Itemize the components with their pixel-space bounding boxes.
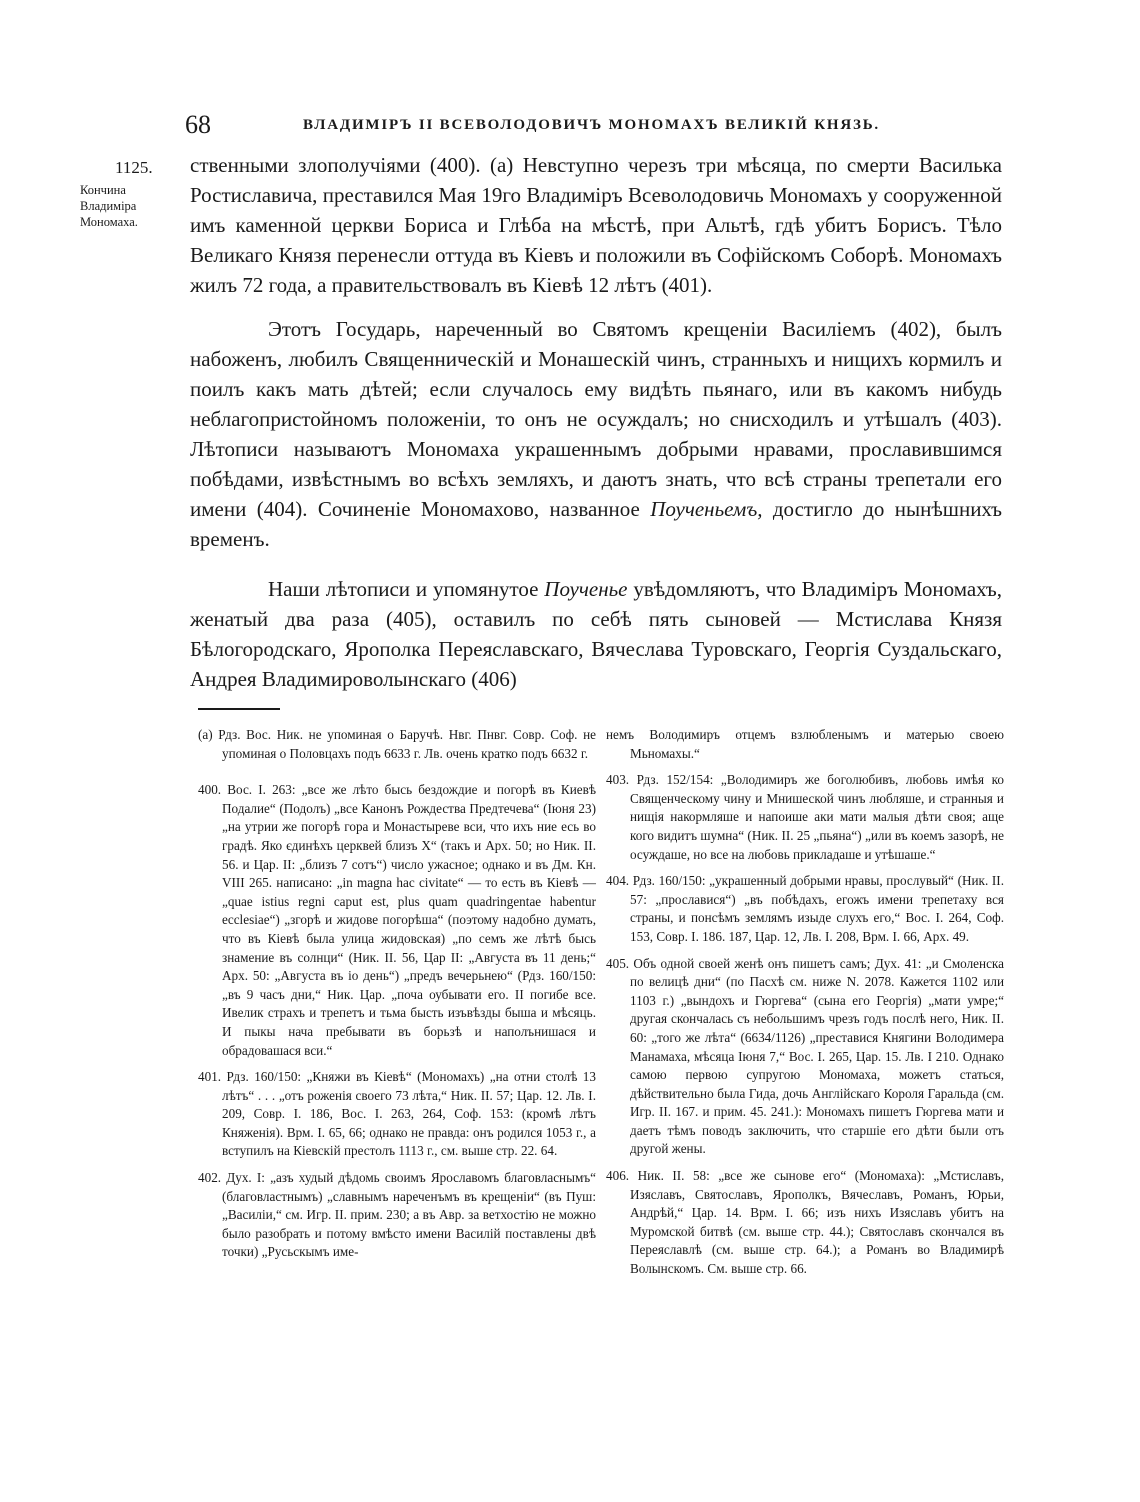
- footnote-402: 402. Дух. I: „азъ худый дѣдомь своимъ Ярославомъ благовласнымъ“ (благовластнымъ) „славнымъ нареченъмъ въ крещеніи“ (въ Пуш: „Василіи,“ см. Игр. II. прим. 230; а въ Авр. за ветхостію не можно было разобрать и потому вмѣсто имени Василій поставлены двѣ точки) „Русьскымъ име-: [198, 1170, 596, 1260]
- main-text: [190, 150, 1002, 694]
- footnote-406: 406. Ник. II. 58: „все же сынове его“ (Мономаха): „Мстиславъ, Изяславъ, Святославъ, Ярополкъ, Вячеславъ, Романъ, Юрьи, Андрѣй,“ Цар. 14. Врм. I. 66; изъ нихъ Изяславъ убитъ на Муромской битвѣ (см. выше стр. 44.); Святославъ скончался въ Переяславлѣ (см. выше стр. 64.); а Романъ во Владимирѣ Волынскомъ. См. выше стр. 66.: [606, 1168, 1004, 1277]
- page-header: [185, 110, 1015, 146]
- paragraph-2-text-b: достигло до нынѣшнихъ временъ.: [190, 497, 1002, 551]
- margin-note: Кончина Владиміра Мономаха.: [80, 183, 138, 229]
- paragraph-3-text-b: увѣдомляютъ, что Владиміръ Мономахъ, женатый два раза (405), оставилъ по себѣ пять сыновей — Мстислава Князя Бѣлогородскаго, Ярополка Переяславскаго, Вячеслава Туровскаго, Георгія Суздальскаго, Андрея Владимироволынскаго (406): [190, 577, 1002, 691]
- footnote-403: 403. Рдз. 152/154: „Володимиръ же боголюбивъ, любовь имѣя ко Священческому чину и Мнишеской чинъ любляше, и странныя и нищія накормляше и напоише аки мати малыя дѣти своя; аще кого видитъ шумна“ (Ник. II. 25 „пьяна“) „или въ коемъ зазорѣ, не осуждаше, но все на любовь прикладаше и утѣшаше.“: [606, 772, 1004, 862]
- paragraph-2-text-a: Этотъ Государь, нареченный во Святомъ крещеніи Василіемъ (402), былъ набоженъ, любилъ Священническій и Монашескій чинъ, странныхъ и нищихъ кормилъ и поилъ какъ мать дѣтей; если случалось ему видѣть пьянаго, или въ какомъ нибудь неблагопристойномъ положеніи, то онъ не осуждалъ; но снисходилъ и утѣшалъ (403). Лѣтописи называютъ Мономаха украшеннымъ добрыми нравами, прославившимся побѣдами, извѣстнымъ во всѣхъ земляхъ, и даютъ знать, что всѣ страны трепетали его имени (404). Сочиненіе Мономахово, названное: [190, 317, 1002, 521]
- footnote-separator: [198, 708, 280, 710]
- footnote-400: 400. Вос. I. 263: „все же лѣто бысь бездождие и погорѣ въ Киевѣ Подалие“ (Подолъ) „все Канонъ Рождества Предтечева“ (Іюня 23) „на утрии же погорѣ гора и Монастыреве вси, что ихъ ние есь во градѣ. Яко єдинѣхъ церквей близъ Х“ (такъ и Арх. 50; но Ник. II. 56. и Цар. II: „близъ 7 сотъ“) число ужасное; однако и въ Дм. Кн. VIII 265. написано: „in magna hac civitate“ — то есть въ Кіевѣ — „quae istius regni caput est, plus quam quadringentae habentur ecclesiae“) „згорѣ и жидове погорѣша“ (поэтому надобно думать, что въ Кіевѣ была улица жидовская) „по семъ же лѣтѣ бысь знамение въ солнци“ (Ник. II. 56, Цар II: „Августа въ 11 день;“ Арх. 50: „Августа въ іо день“) „предъ вечерьнею“ (Рдз. 160/150: „въ 9 часъ дни,“ Ник. Цар. „поча оубывати его. II погибе все. Ивелик страхъ и трепетъ и тьма бысть изъвѣзды быша и мѣсяць. И пыкы нача пребывати въ борьзѣ и наполънишася и обрадовашася вси.“: [198, 782, 596, 1058]
- footnote-404: 404. Рдз. 160/150: „украшенный добрыми нравы, прослувый“ (Ник. II. 57: „прославися“) „въ побѣдахъ, егожъ имени трепетаху вся страны, и понсѣмъ землямъ изыде слухъ его,“ Вос. I. 264, Соф. 153, Совр. I. 186. 187, Цар. 12, Лв. I. 208, Врм. I. 66, Арх. 49.: [606, 873, 1004, 944]
- footnote-402-continued: немъ Володимиръ отцемъ взлюбленымъ и матерью своею Мьномахы.“: [606, 727, 1004, 761]
- page-number: 68: [185, 110, 211, 139]
- footnote-a: (а) Рдз. Вос. Ник. не упоминая о Баручѣ. Нвг. Пнвг. Совр. Соф. не упоминая о Половцахъ подъ 6633 г. Лв. очень кратко подъ 6632 г.: [198, 727, 596, 761]
- running-head: ВЛАДИМІРЪ II ВСЕВОЛОДОВИЧЪ МОНОМАХЪ ВЕЛИКІЙ КНЯЗЬ.: [303, 117, 880, 133]
- footnotes-right-column: [606, 726, 1004, 1287]
- paragraph-1: ственными злополучіями (400). (а) Невступно черезъ три мѣсяца, по смерти Василька Ростиславича, преставился Мая 19го Владиміръ Всеволодовичь Мономахъ у сооруженной имъ каменной церкви Бориса и Глѣба на мѣстѣ, при Альтѣ, гдѣ убитъ Борисъ. Тѣло Великаго Князя перенесли оттуда въ Кіевъ и положили въ Софійскомъ Соборѣ. Мономахъ жилъ 72 года, а правительствовалъ въ Кіевѣ 12 лѣтъ (401).: [190, 153, 1002, 297]
- footnotes-left-column: [198, 726, 596, 1270]
- paragraph-3: [190, 574, 1002, 694]
- footnote-405: 405. Объ одной своей женѣ онъ пишетъ самъ; Дух. 41: „и Смоленска по велицѣ дни“ (по Пасхѣ см. ниже N. 2078. Кажется 1102 или 1103 г.) „вындохъ и Гюргева“ (сына его Георгія) „мати умре;“ другая скончалась съ небольшимъ чрезъ годъ послѣ него, Ник. II. 60: „того же лѣта“ (6634/1126) „преставися Княгини Володимера Манамаха, мѣсяца Іюня 7,“ Вос. I. 265, Цар. 15. Лв. I 210. Однако самою первою супругою Мономаха, можетъ статься, дѣйствительно была Гида, дочь Англійскаго Короля Гаральда (см. Игр. II. 167. и прим. 45. 241.): Мономахъ пишетъ Гюргева мати и даетъ тѣмъ поводъ заключить, что старшіе его дѣти были отъ другой жены.: [606, 955, 1004, 1157]
- paragraph-3-text-a: Наши лѣтописи и упомянутое: [268, 577, 545, 601]
- paragraph-2: [190, 314, 1002, 554]
- paragraph-3-italic: Поученье: [544, 577, 628, 601]
- margin-year: 1125.: [115, 158, 153, 177]
- paragraph-2-italic: Поученьемъ,: [650, 497, 763, 521]
- footnote-401: 401. Рдз. 160/150: „Княжи въ Кіевѣ“ (Мономахъ) „на отни столѣ 13 лѣтъ“ . . . „отъ роженія своего 73 лѣта,“ Ник. II. 57; Цар. 12. Лв. I. 209, Совр. I. 186, Вос. I. 263, 264, Соф. 153: (кромѣ лѣтъ Княженія). Врм. I. 65, 66; однако не правда: онъ родился 1053 г., а вступилъ на Кіевскій престолъ 1113 г., см. выше стр. 22. 64.: [198, 1069, 596, 1159]
